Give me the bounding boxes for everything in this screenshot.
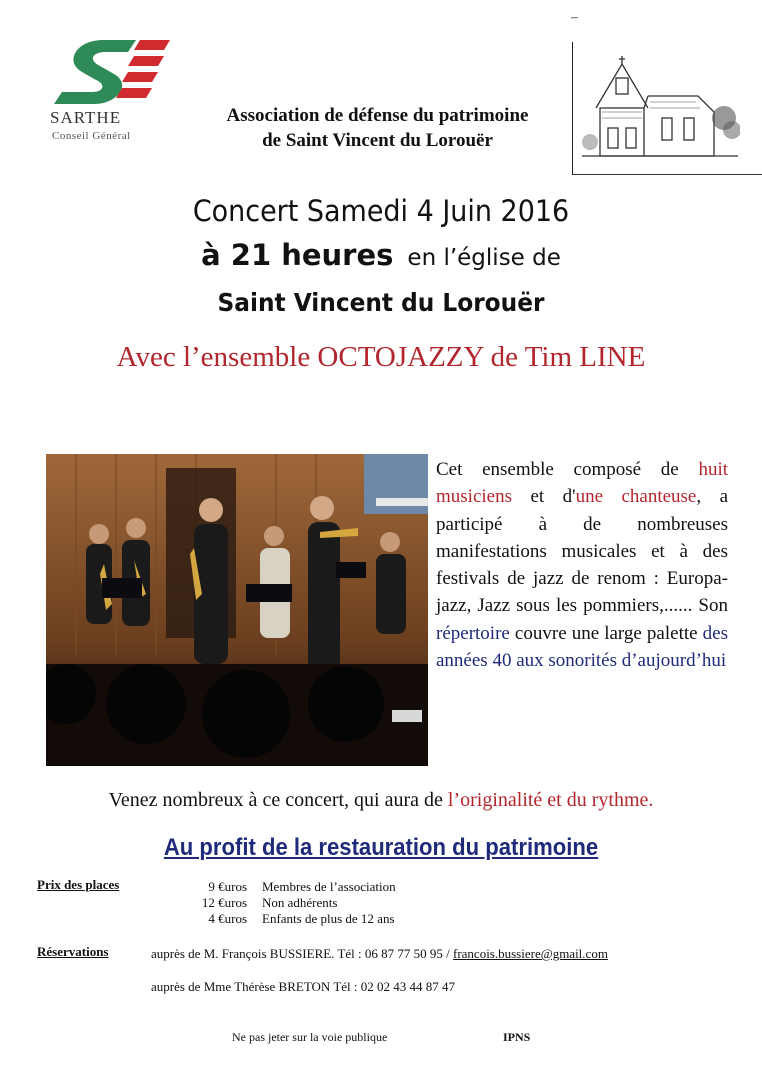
price-amount: 12 €uros	[201, 895, 247, 910]
desc-text-4: couvre une large palette	[509, 622, 703, 644]
footer-notice: Ne pas jeter sur la voie publique	[232, 1030, 388, 1044]
invite-line	[0, 789, 762, 812]
price-description: Non adhérents	[262, 895, 338, 910]
desc-text-3: , a participé à de nombreuses manifestations musicales et à des festivals de jazz de renom : Europa-jazz, Jazz sous les pommiers,...... Son	[436, 486, 728, 617]
association-name	[185, 103, 570, 153]
place-prefix: en l’église de	[407, 245, 561, 271]
band-photo	[46, 454, 428, 766]
price-description: Membres de l’association	[262, 879, 396, 894]
price-amount: 4 €uros	[208, 911, 247, 926]
association-line-2: de Saint Vincent du Lorouër	[262, 130, 493, 151]
desc-highlight-repertoire: répertoire	[436, 622, 510, 644]
reservations-label: Réservations	[37, 944, 109, 959]
association-line-1: Association de défense du patrimoine	[226, 105, 529, 126]
profit-heading: Au profit de la restauration du patrimoine	[163, 834, 599, 861]
concert-time: à 21 heures	[201, 238, 394, 272]
church-drawing-icon	[578, 52, 740, 164]
corner-mark: –	[571, 10, 578, 25]
email-link[interactable]: francois.bussiere@gmail.com	[453, 946, 608, 961]
desc-text-1: Cet ensemble composé de	[436, 459, 699, 480]
price-amount: 9 €uros	[208, 879, 247, 894]
desc-highlight-years: des années 40 aux sonorités d’aujourd’hui	[436, 622, 728, 672]
logo-name: SARTHE	[50, 108, 122, 127]
ensemble-description	[436, 456, 728, 674]
concert-time-line	[0, 238, 762, 272]
reservation-contact-1-text: auprès de M. François BUSSIERE. Tél : 06 87 77 50 95 /	[151, 946, 453, 961]
desc-highlight-musicians: huit musiciens	[436, 459, 728, 508]
prices-label: Prix des places	[37, 877, 120, 892]
invite-highlight: l’originalité et du rythme.	[447, 789, 654, 811]
price-description: Enfants de plus de 12 ans	[262, 911, 395, 926]
reservation-contact-2: auprès de Mme Thérèse BRETON Tél : 02 02 43 44 87 47	[151, 979, 456, 994]
footer-ipns: IPNS	[503, 1030, 531, 1044]
reservation-contact-1	[151, 946, 608, 962]
invite-text: Venez nombreux à ce concert, qui aura de	[108, 789, 448, 811]
desc-text-2: et d'	[512, 486, 576, 508]
concert-date: Concert Samedi 4 Juin 2016	[192, 194, 570, 228]
ensemble-line: Avec l’ensemble OCTOJAZZY de Tim LINE	[116, 341, 646, 373]
logo-subtitle: Conseil Général	[52, 130, 131, 142]
concert-place: Saint Vincent du Lorouër	[217, 288, 545, 317]
desc-highlight-singer: une chanteuse	[575, 486, 697, 508]
